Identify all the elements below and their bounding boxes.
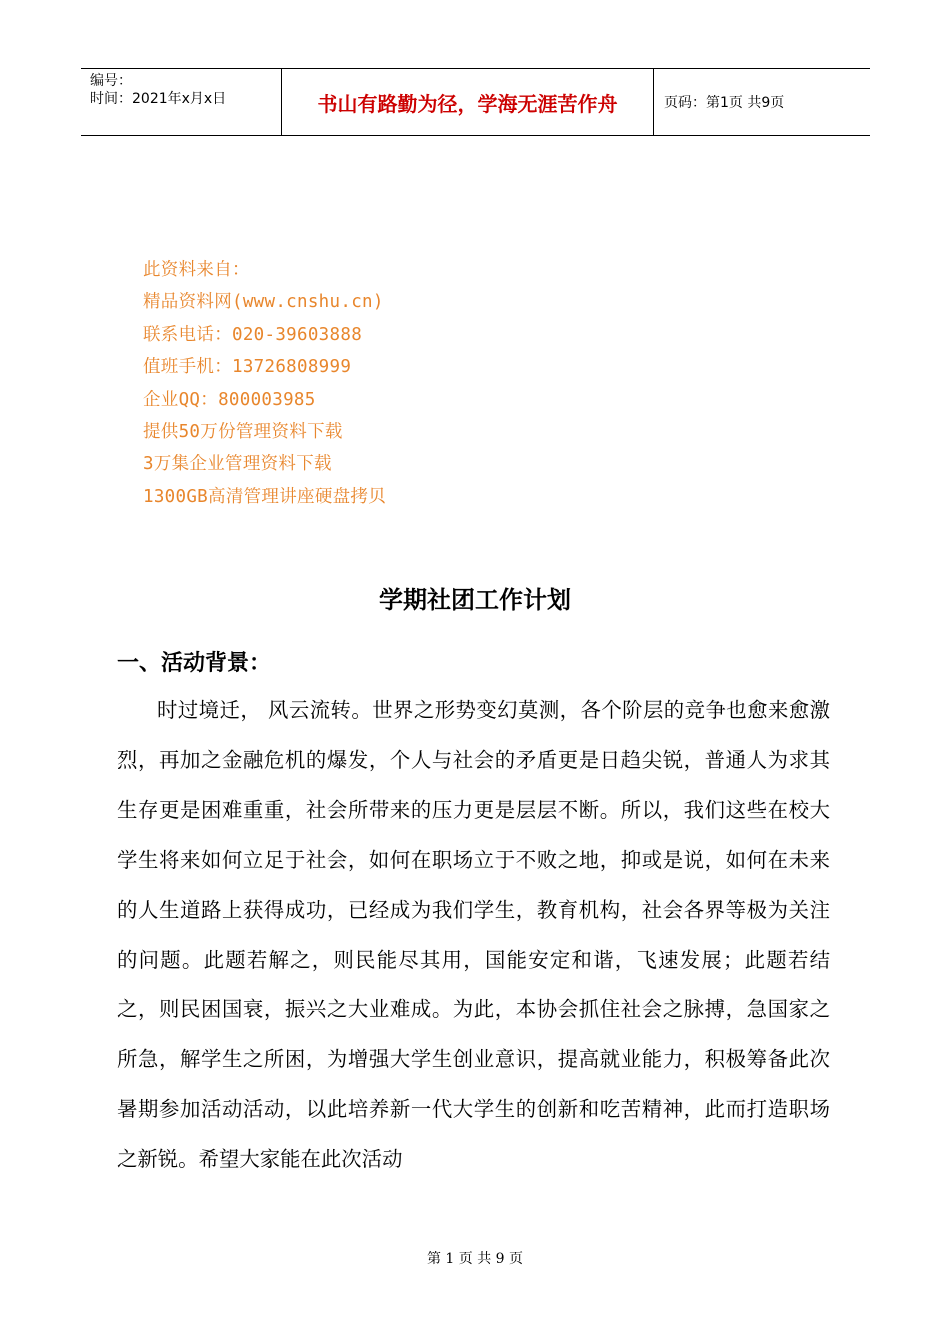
source-line: 3万集企业管理资料下载 [143,454,332,475]
page-footer: 第 1 页 共 9 页 [426,1251,524,1267]
source-line: 联系电话：020-39603888 [143,324,363,345]
header-page-info: 页码：第1页 共9页 [664,95,785,111]
source-line: 企业QQ：800003985 [143,389,316,410]
time-label: 时间：2021年x月x日 [90,91,227,107]
document-header [81,68,870,136]
source-info-block [143,254,386,513]
header-motto: 书山有路勤为径，学海无涯苦作舟 [281,69,654,135]
body-paragraph: 时过境迁， 风云流转。世界之形势变幻莫测，各个阶层的竞争也愈来愈激烈，再加之金融危机的爆发，个人与社会的矛盾更是日趋尖锐，普通人为求其生存更是困难重重，社会所带来的压力更是层层不断。所以，我们这些在校大学生将来如何立足于社会，如何在职场立于不败之地，抑或是说，如何在未来的人生道路上获得成功，已经成为我们学生，教育机构，社会各界等极为关注的问题。此题若解之，则民能尽其用，国能安定和谐，飞速发展；此题若结之，则民困国衰，振兴之大业难成。为此，本协会抓住社会之脉搏，急国家之所急，解学生之所困，为增强大学生创业意识，提高就业能力，积极筹备此次暑期参加活动活动，以此培养新一代大学生的创新和吃苦精神，此而打造职场之新锐。希望大家能在此次活动 [117,698,830,1172]
document-title: 学期社团工作计划 [379,585,571,614]
source-line: 提供50万份管理资料下载 [143,422,343,443]
number-label: 编号： [90,73,132,89]
section-heading: 一、活动背景： [117,651,272,676]
source-line: 1300GB高清管理讲座硬盘拷贝 [143,486,387,507]
source-line: 精品资料网(www.cnshu.cn) [143,292,384,313]
header-meta [81,69,281,135]
source-line: 此资料来自： [143,260,250,280]
source-line: 值班手机：13726808999 [143,357,352,378]
